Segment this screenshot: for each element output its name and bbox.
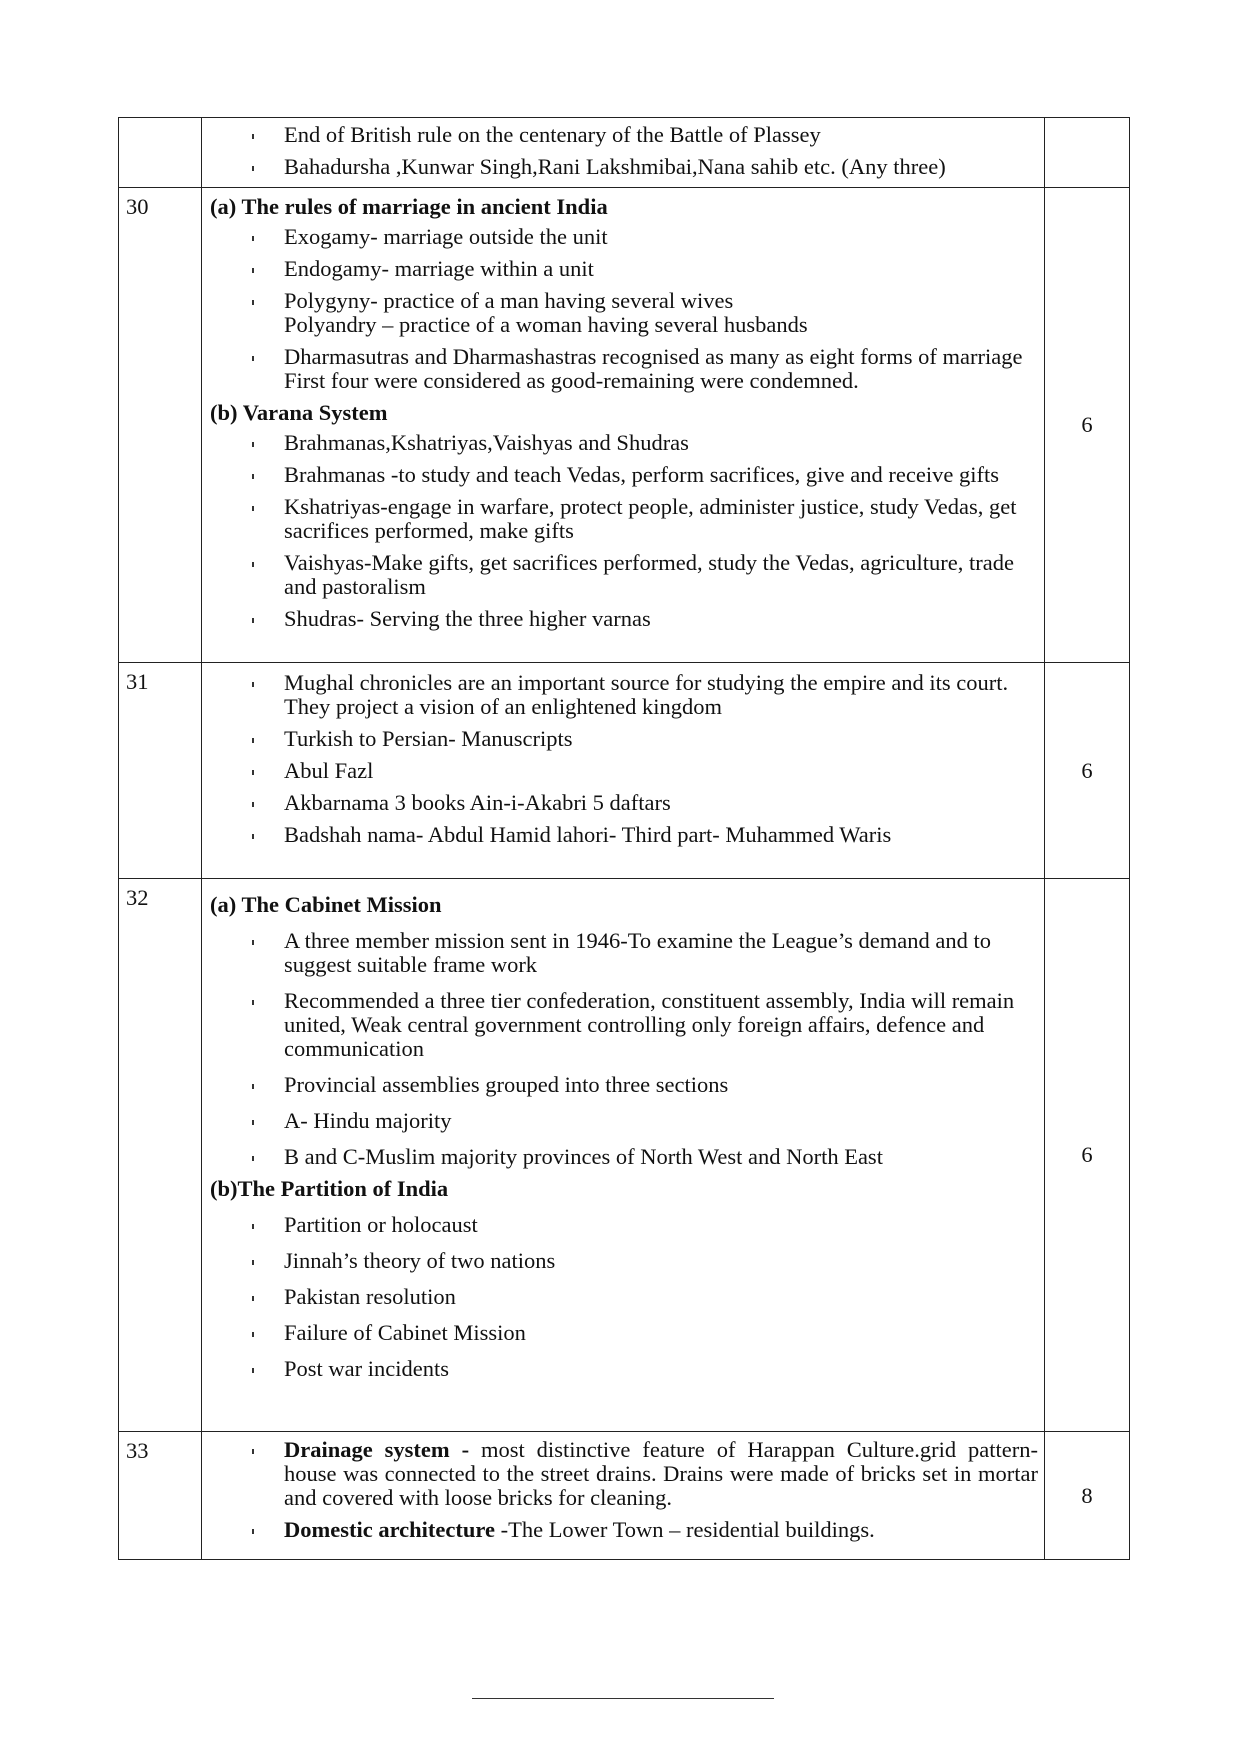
marks-cell bbox=[1045, 118, 1130, 188]
bullet-text: Badshah nama- Abdul Hamid lahori- Third part- Muhammed Waris bbox=[284, 822, 892, 847]
list-item bbox=[208, 759, 1038, 783]
bullet-text: Jinnah’s theory of two nations bbox=[284, 1248, 556, 1273]
table-row bbox=[119, 663, 1130, 879]
list-item bbox=[208, 123, 1038, 147]
section-heading: (b)The Partition of India bbox=[210, 1176, 449, 1201]
answer-cell bbox=[202, 663, 1045, 879]
list-item bbox=[208, 257, 1038, 281]
bullet-text: Akbarnama 3 books Ain-i-Akabri 5 daftars bbox=[284, 790, 671, 815]
list-item bbox=[208, 1249, 1038, 1273]
list-item bbox=[208, 791, 1038, 815]
bullet-text: End of British rule on the centenary of the Battle of Plassey bbox=[284, 122, 821, 147]
answer-cell bbox=[202, 118, 1045, 188]
marks-cell bbox=[1045, 879, 1130, 1432]
bullet-text: Dharmasutras and Dharmashastras recognised as many as eight forms of marriage First four were considered as good-remaining were condemned. bbox=[284, 344, 1023, 393]
question-number-cell bbox=[119, 118, 202, 188]
list-item bbox=[208, 727, 1038, 751]
bullet-text: Endogamy- marriage within a unit bbox=[284, 256, 594, 281]
list-item bbox=[208, 823, 1038, 847]
question-number-cell bbox=[119, 1432, 202, 1560]
question-number bbox=[119, 118, 201, 125]
question-number-cell bbox=[119, 879, 202, 1432]
answer-table bbox=[118, 117, 1130, 1560]
list-item bbox=[208, 463, 1038, 487]
list-item bbox=[208, 989, 1038, 1061]
section-heading: (b) Varana System bbox=[210, 400, 388, 425]
bullet-text: B and C-Muslim majority provinces of North West and North East bbox=[284, 1144, 883, 1169]
bullet-text: A three member mission sent in 1946-To examine the League’s demand and to suggest suitable frame work bbox=[284, 928, 991, 977]
bullet-text: Partition or holocaust bbox=[284, 1212, 478, 1237]
bullet-text: Recommended a three tier confederation, constituent assembly, India will remain united, Weak central government controlling only foreign affairs, defence and communication bbox=[284, 988, 1015, 1061]
marks-value: 6 bbox=[1081, 757, 1093, 783]
table-row bbox=[119, 1432, 1130, 1560]
bullet-text: Exogamy- marriage outside the unit bbox=[284, 224, 608, 249]
list-item bbox=[208, 1109, 1038, 1133]
list-item bbox=[208, 289, 1038, 337]
answer-cell bbox=[202, 879, 1045, 1432]
list-item bbox=[208, 225, 1038, 249]
list-item bbox=[208, 1321, 1038, 1345]
section-heading: (a) The rules of marriage in ancient India bbox=[210, 194, 608, 219]
bullet-text: Vaishyas-Make gifts, get sacrifices performed, study the Vedas, agriculture, trade and pastoralism bbox=[284, 550, 1014, 599]
section-heading: (a) The Cabinet Mission bbox=[210, 892, 442, 917]
bullet-text: Polyandry – practice of a woman having several husbands bbox=[284, 312, 808, 337]
answer-cell bbox=[202, 1432, 1045, 1560]
bullet-text: Bahadursha ,Kunwar Singh,Rani Lakshmibai,Nana sahib etc. (Any three) bbox=[284, 154, 946, 179]
marks-cell bbox=[1045, 188, 1130, 663]
question-number-cell bbox=[119, 188, 202, 663]
list-item bbox=[208, 345, 1038, 393]
list-item bbox=[208, 431, 1038, 455]
table-row bbox=[119, 118, 1130, 188]
bullet-text: Pakistan resolution bbox=[284, 1284, 456, 1309]
bullet-text: Turkish to Persian- Manuscripts bbox=[284, 726, 573, 751]
bullet-text: Kshatriyas-engage in warfare, protect people, administer justice, study Vedas, get sacrifices performed, make gifts bbox=[284, 494, 1017, 543]
marks-value: 6 bbox=[1081, 1142, 1093, 1167]
answer-cell bbox=[202, 188, 1045, 663]
question-number: 33 bbox=[126, 1438, 149, 1463]
list-item bbox=[208, 1213, 1038, 1237]
marks-value: 8 bbox=[1081, 1482, 1093, 1508]
list-item bbox=[208, 155, 1038, 179]
bullet-text: Brahmanas,Kshatriyas,Vaishyas and Shudras bbox=[284, 430, 689, 455]
list-item bbox=[208, 495, 1038, 543]
list-item bbox=[208, 1438, 1038, 1510]
list-item bbox=[208, 1073, 1038, 1097]
bullet-bold-term: Drainage system - bbox=[284, 1437, 470, 1462]
footer-divider bbox=[472, 1698, 774, 1699]
bullet-text: Abul Fazl bbox=[284, 758, 374, 783]
bullet-text: most distinctive feature of Harappan Culture.grid pattern- house was connected to the street drains. Drains were made of bricks set in mortar and covered with loose bricks for cleaning. bbox=[284, 1437, 1039, 1510]
bullet-text: -The Lower Town – residential buildings. bbox=[494, 1517, 875, 1542]
question-number-cell bbox=[119, 663, 202, 879]
bullet-text: Polygyny- practice of a man having several wives bbox=[284, 288, 734, 313]
question-number: 32 bbox=[126, 885, 149, 910]
list-item bbox=[208, 551, 1038, 599]
bullet-text: Post war incidents bbox=[284, 1356, 449, 1381]
table-row bbox=[119, 879, 1130, 1432]
marks-value: 6 bbox=[1081, 412, 1093, 437]
table-row bbox=[119, 188, 1130, 663]
list-item bbox=[208, 1145, 1038, 1169]
bullet-text: Shudras- Serving the three higher varnas bbox=[284, 606, 651, 631]
list-item bbox=[208, 1357, 1038, 1381]
question-number: 30 bbox=[126, 194, 149, 219]
bullet-bold-term: Domestic architecture bbox=[284, 1517, 495, 1542]
bullet-text: A- Hindu majority bbox=[284, 1108, 452, 1133]
bullet-text: Brahmanas -to study and teach Vedas, perform sacrifices, give and receive gifts bbox=[284, 462, 999, 487]
list-item bbox=[208, 1518, 1038, 1542]
marks-cell bbox=[1045, 663, 1130, 879]
bullet-text: Provincial assemblies grouped into three sections bbox=[284, 1072, 729, 1097]
list-item bbox=[208, 1285, 1038, 1309]
bullet-text: Mughal chronicles are an important source for studying the empire and its court. They project a vision of an enlightened kingdom bbox=[284, 670, 1009, 719]
list-item bbox=[208, 929, 1038, 977]
list-item bbox=[208, 671, 1038, 719]
question-number: 31 bbox=[126, 669, 149, 694]
marks-cell bbox=[1045, 1432, 1130, 1560]
list-item bbox=[208, 607, 1038, 631]
bullet-text: Failure of Cabinet Mission bbox=[284, 1320, 526, 1345]
